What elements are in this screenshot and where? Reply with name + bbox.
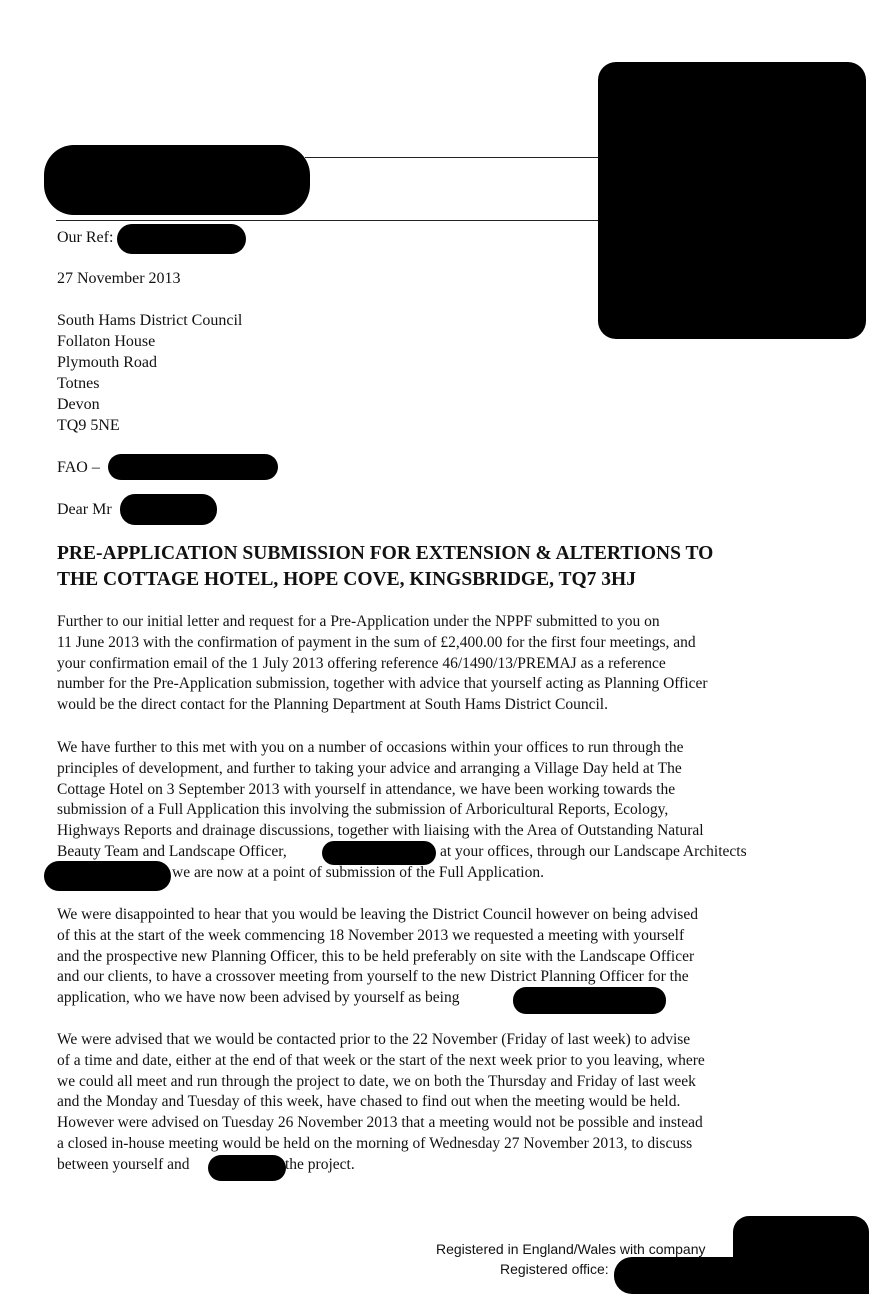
paragraph-line: 11 June 2013 with the confirmation of payment in the sum of £2,400.00 for the first four meetings, and <box>57 633 696 651</box>
redaction-landscape-officer <box>322 841 436 865</box>
paragraph-2 <box>57 738 704 842</box>
recipient-address <box>57 310 242 436</box>
address-line: Devon <box>57 396 100 413</box>
paragraph-line: number for the Pre-Application submission, together with advice that yourself acting as Planning Officer <box>57 675 708 693</box>
paragraph-line: Cottage Hotel on 3 September 2013 with yourself in attendance, we have been working towards the <box>57 780 676 798</box>
redaction-sender-name <box>44 145 310 215</box>
address-line: Totnes <box>57 375 100 392</box>
paragraph-line: Beauty Team and Landscape Officer, <box>57 843 287 860</box>
letter-heading <box>57 541 713 593</box>
paragraph-line: Highways Reports and drainage discussions, together with liaising with the Area of Outstanding Natural <box>57 822 704 840</box>
paragraph-line: the project. <box>285 1156 355 1173</box>
paragraph-4-line-7b <box>285 1155 355 1176</box>
salutation: Dear Mr <box>57 501 112 518</box>
paragraph-line: and the prospective new Planning Officer, this to be held preferably on site with the Landscape Officer <box>57 947 695 965</box>
paragraph-line: However were advised on Tuesday 26 November 2013 that a meeting would not be possible and instead <box>57 1114 703 1132</box>
paragraph-line: at your offices, through our Landscape Architects <box>440 843 747 860</box>
paragraph-line: we could all meet and run through the project to date, we on both the Thursday and Friday of last week <box>57 1072 696 1090</box>
redaction-discussion-party <box>208 1155 286 1181</box>
paragraph-line: We have further to this met with you on a number of occasions within your offices to run through the <box>57 739 684 756</box>
heading-line: THE COTTAGE HOTEL, HOPE COVE, KINGSBRIDGE, TQ7 3HJ <box>57 569 636 590</box>
paragraph-line: application, who we have now been advised by yourself as being <box>57 989 460 1007</box>
address-line: Plymouth Road <box>57 354 158 371</box>
paragraph-line: would be the direct contact for the Planning Department at South Hams District Council. <box>57 696 608 714</box>
address-line: South Hams District Council <box>57 312 243 329</box>
header-rule-bottom <box>56 220 601 221</box>
our-ref-label: Our Ref: <box>57 229 114 246</box>
redaction-logo <box>598 62 866 339</box>
paragraph-4 <box>57 1030 705 1176</box>
address-line: Follaton House <box>57 333 156 350</box>
paragraph-1 <box>57 612 708 716</box>
paragraph-2-line-6b <box>440 842 747 863</box>
footer-registered-office: Registered office: <box>500 1261 609 1277</box>
redaction-salutation-name <box>120 494 217 525</box>
paragraph-line: of a time and date, either at the end of that week or the start of the next week prior to you leaving, where <box>57 1051 705 1069</box>
redaction-landscape-architects <box>44 861 171 891</box>
redaction-new-officer <box>513 987 666 1014</box>
paragraph-line: and our clients, to have a crossover meeting from yourself to the new District Planning Officer for the <box>57 968 689 986</box>
redaction-registered-office <box>614 1257 754 1294</box>
paragraph-line: principles of development, and further to taking your advice and arranging a Village Day held at The <box>57 759 682 777</box>
paragraph-line: your confirmation email of the 1 July 2013 offering reference 46/1490/13/PREMAJ as a reference <box>57 654 666 672</box>
redaction-fao-name <box>108 454 278 480</box>
footer-registered-company: Registered in England/Wales with company <box>436 1241 706 1257</box>
fao-label: FAO – <box>57 459 100 476</box>
paragraph-line: We were advised that we would be contacted prior to the 22 November (Friday of last week) to advise <box>57 1031 691 1048</box>
paragraph-line: a closed in-house meeting would be held on the morning of Wednesday 27 November 2013, to discuss <box>57 1134 693 1152</box>
paragraph-line: between yourself and <box>57 1155 190 1173</box>
paragraph-line: we are now at a point of submission of the Full Application. <box>172 864 544 881</box>
letter-date: 27 November 2013 <box>57 270 181 287</box>
paragraph-2-line-6 <box>57 842 287 863</box>
paragraph-line: of this at the start of the week commencing 18 November 2013 we requested a meeting with yourself <box>57 926 685 944</box>
paragraph-line: and the Monday and Tuesday of this week, have chased to find out when the meeting would be held. <box>57 1093 681 1111</box>
paragraph-line: submission of a Full Application this involving the submission of Arboricultural Reports, Ecology, <box>57 801 669 819</box>
paragraph-line: Further to our initial letter and request for a Pre-Application under the NPPF submitted to you on <box>57 613 660 630</box>
header-rule-top <box>305 157 601 158</box>
paragraph-line: We were disappointed to hear that you would be leaving the District Council however on being advised <box>57 906 698 923</box>
paragraph-2-line-7 <box>172 863 544 884</box>
heading-line: PRE-APPLICATION SUBMISSION FOR EXTENSION & ALTERTIONS TO <box>57 543 714 564</box>
redaction-our-ref <box>117 224 246 254</box>
address-line: TQ9 5NE <box>57 417 120 434</box>
